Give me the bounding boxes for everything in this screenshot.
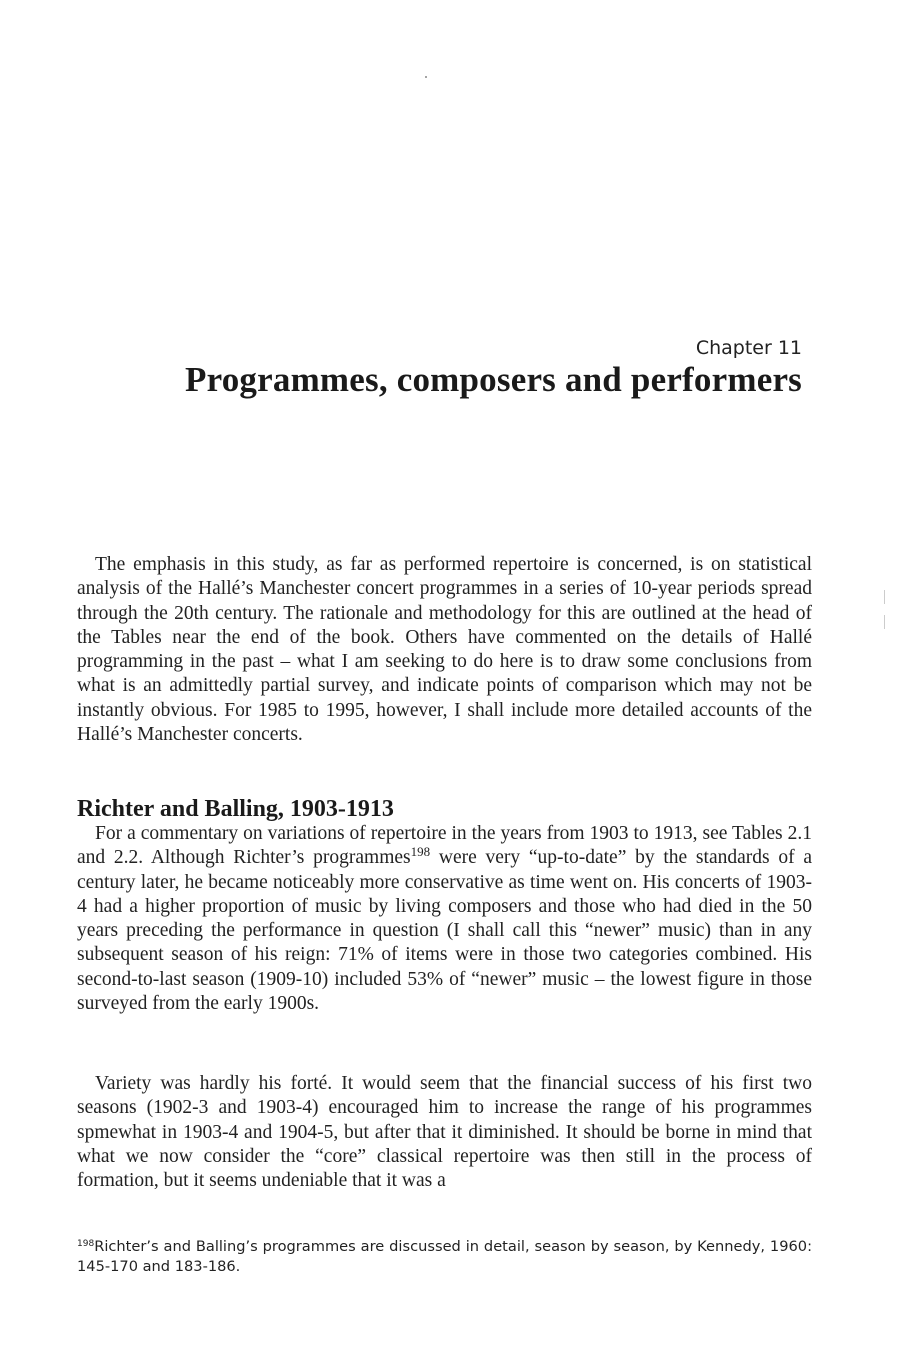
section-paragraph-1: [77, 822, 812, 1016]
section-p1-text-a: For a commentary on variations of repertoire in the years from 1903 to 1913, see Tables 2.1 and 2.2. Although Richter’s programmes: [77, 823, 812, 869]
section-heading: Richter and Balling, 1903-1913: [77, 796, 394, 822]
intro-text: [77, 553, 812, 747]
section-paragraph-2: [77, 1072, 812, 1193]
footnote-reference: 198: [410, 844, 431, 860]
section-p1-text-b: were very “up-to-date” by the standards of a century later, he became noticeably more conservative as time went on. His concerts of 1903-4 had a higher proportion of music by living composers and those who had died in the 50 years preceding the performance in question (I shall call this “newer” music) than in any subsequent season of his reign: 71% of items were in those two categories combined. His second-to-last season (1909-10) included 53% of “newer” music – the lowest figure in those surveyed from the early 1900s.: [77, 847, 812, 1015]
margin-mark: [884, 590, 885, 604]
margin-mark: [884, 615, 885, 629]
page-speck: [425, 76, 427, 78]
chapter-label: Chapter 11: [695, 337, 802, 359]
footnote-text: Richter’s and Balling’s programmes are discussed in detail, season by season, by Kennedy, 1960: 145-170 and 183-186.: [77, 1238, 812, 1275]
section-p2-text: Variety was hardly his forté. It would seem that the financial success of his first two seasons (1902-3 and 1903-4) encouraged him to increase the range of his programmes spmewhat in 1903-4 and 1904-5, but after that it diminished. It should be borne in mind that what we now consider the “core” classical repertoire was then still in the process of formation, but it seems undeniable that it was a: [77, 1073, 812, 1192]
intro-paragraph: The emphasis in this study, as far as performed repertoire is concerned, is on statistical analysis of the Hallé’s Manchester concert programmes in a series of 10-year periods spread through the 20th century. The rationale and methodology for this are outlined at the head of the Tables near the end of the book. Others have commented on the details of Hallé programming in the past – what I am seeking to do here is to draw some conclusions from what is an admittedly partial survey, and indicate points of comparison which may not be instantly obvious. For 1985 to 1995, however, I shall include more detailed accounts of the Hallé’s Manchester concerts.: [77, 554, 812, 746]
footnote: [77, 1237, 812, 1276]
footnote-number: 198: [77, 1239, 95, 1249]
chapter-title: Programmes, composers and performers: [185, 360, 802, 399]
